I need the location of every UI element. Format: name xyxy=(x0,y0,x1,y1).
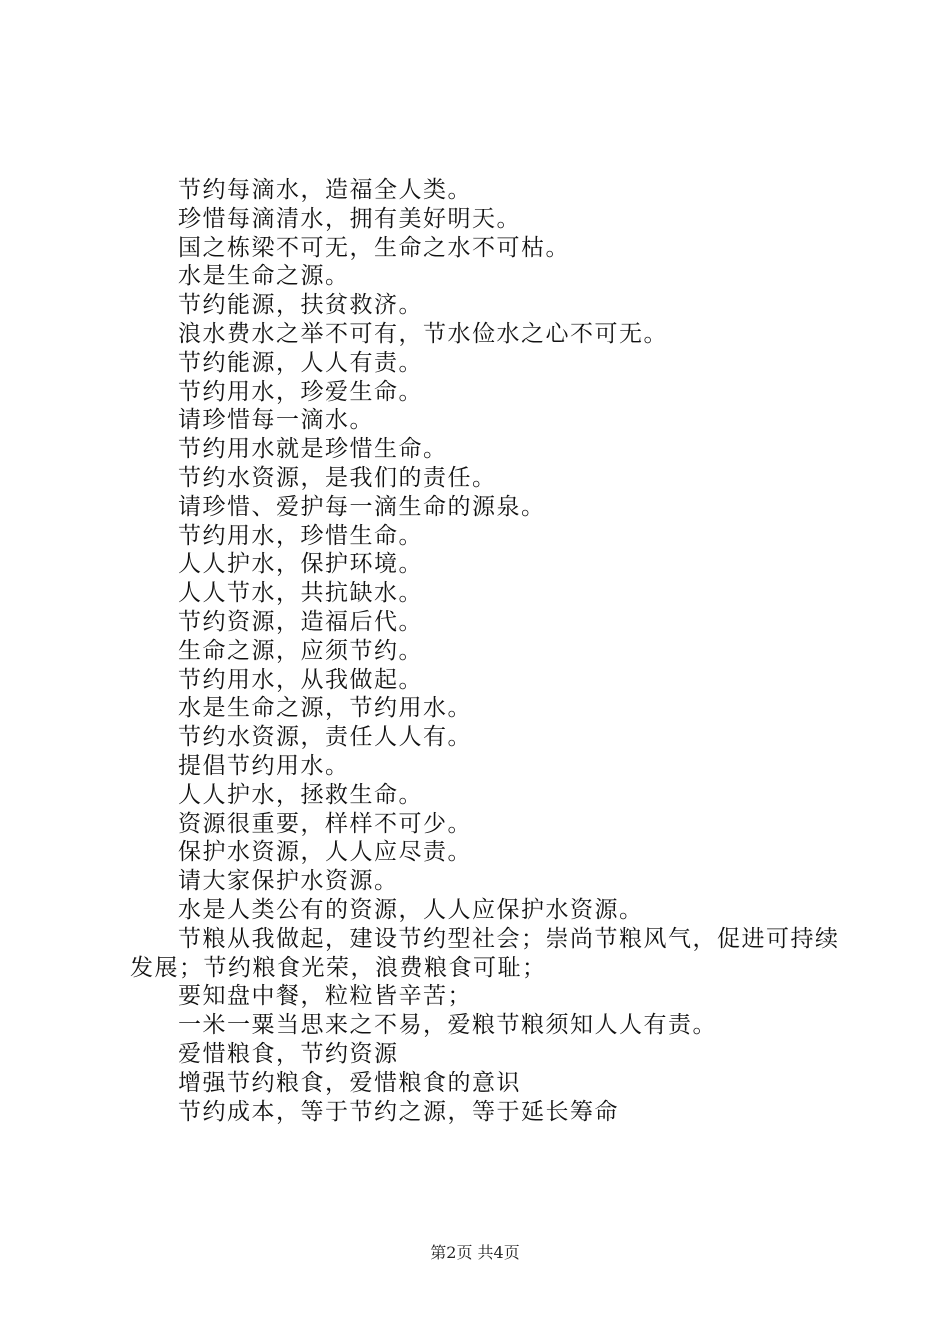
paragraph: 节约能源，人人有责。 xyxy=(178,349,423,376)
paragraph: 人人护水，拯救生命。 xyxy=(178,781,423,808)
paragraph: 人人节水，共抗缺水。 xyxy=(178,580,423,607)
paragraph: 保护水资源，人人应尽责。 xyxy=(178,839,472,866)
page-number: 第2页 共4页 xyxy=(430,1243,520,1262)
paragraph: 节约用水，珍惜生命。 xyxy=(178,522,423,549)
paragraph: 资源很重要，样样不可少。 xyxy=(178,810,472,837)
paragraph: 水是人类公有的资源，人人应保护水资源。 xyxy=(178,896,644,923)
paragraph: 生命之源，应须节约。 xyxy=(178,637,423,664)
paragraph: 国之栋梁不可无，生命之水不可枯。 xyxy=(178,234,570,261)
paragraph: 珍惜每滴清水，拥有美好明天。 xyxy=(178,205,521,232)
paragraph: 节约成本，等于节约之源，等于延长筹命 xyxy=(178,1098,619,1125)
paragraph: 水是生命之源。 xyxy=(178,263,350,290)
paragraph: 节约每滴水，造福全人类。 xyxy=(178,177,472,203)
paragraph: 请大家保护水资源。 xyxy=(178,868,399,895)
paragraph: 爱惜粮食，节约资源 xyxy=(178,1040,399,1067)
paragraph: 浪水费水之举不可有，节水俭水之心不可无。 xyxy=(178,320,668,347)
paragraph: 节约资源，造福后代。 xyxy=(178,608,423,635)
paragraph: 节约水资源，责任人人有。 xyxy=(178,724,472,751)
paragraph: 节约用水，珍爱生命。 xyxy=(178,378,423,405)
page-footer xyxy=(0,1240,950,1263)
paragraph: 水是生命之源，节约用水。 xyxy=(178,695,472,722)
paragraph: 提倡节约用水。 xyxy=(178,752,350,779)
paragraph: 人人护水，保护环境。 xyxy=(178,551,423,578)
paragraph: 节粮从我做起，建设节约型社会；崇尚节粮风气，促进可持续发展；节约粮食光荣，浪费粮食可耻； xyxy=(130,925,840,981)
paragraph: 要知盘中餐，粒粒皆辛苦； xyxy=(178,983,472,1010)
paragraph: 节约用水就是珍惜生命。 xyxy=(178,436,448,463)
paragraph: 请珍惜每一滴水。 xyxy=(178,407,374,434)
paragraph: 节约水资源，是我们的责任。 xyxy=(178,464,497,491)
paragraph: 请珍惜、爱护每一滴生命的源泉。 xyxy=(178,493,546,520)
paragraph: 一米一粟当思来之不易，爱粮节粮须知人人有责。 xyxy=(178,1012,717,1039)
paragraph: 节约能源，扶贫救济。 xyxy=(178,292,423,319)
paragraph: 增强节约粮食，爱惜粮食的意识 xyxy=(178,1069,521,1096)
document-body xyxy=(130,176,840,1126)
paragraph: 节约用水，从我做起。 xyxy=(178,666,423,693)
